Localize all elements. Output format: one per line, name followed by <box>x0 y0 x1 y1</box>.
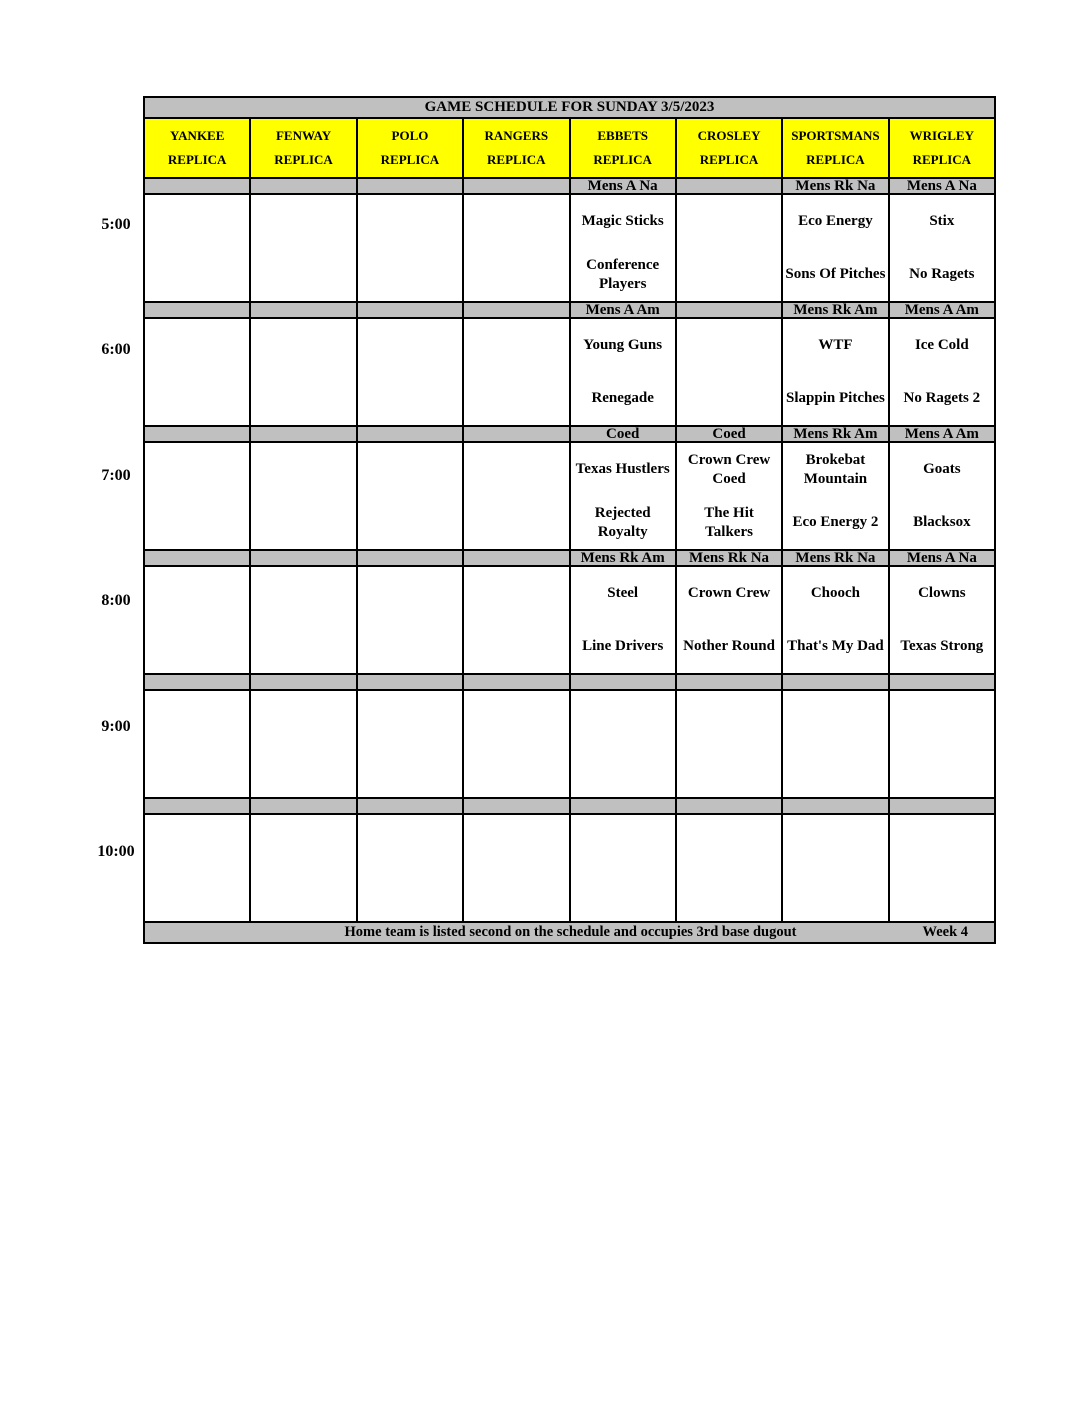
time-label: 9:00 <box>101 718 131 735</box>
home-team <box>783 744 887 797</box>
away-team: Chooch <box>810 585 861 601</box>
field-name: CROSLEY <box>697 128 761 143</box>
game-cell <box>144 442 250 550</box>
title-row <box>144 97 995 118</box>
game-cell <box>676 194 782 302</box>
division-label <box>463 798 569 814</box>
time-label: 6:00 <box>101 341 131 358</box>
away-team <box>358 443 462 496</box>
field-header <box>463 118 569 178</box>
away-team <box>464 195 568 248</box>
division-label <box>144 426 250 442</box>
game-cell <box>676 318 782 426</box>
home-team <box>358 868 462 921</box>
home-team: Sons Of Pitches <box>785 266 886 282</box>
away-team: Clowns <box>918 585 966 601</box>
game-row <box>144 690 995 798</box>
home-team <box>890 868 994 921</box>
away-team: Crown Crew Coed <box>687 451 771 487</box>
home-team <box>251 620 355 673</box>
away-team <box>145 815 249 868</box>
field-header <box>570 118 676 178</box>
home-team: Nother Round <box>683 638 775 654</box>
game-cell <box>782 814 888 922</box>
game-cell <box>782 566 888 674</box>
division-label <box>570 674 676 690</box>
home-team <box>677 248 781 301</box>
game-cell <box>782 194 888 302</box>
game-row <box>144 442 995 550</box>
field-subtitle: REPLICA <box>806 152 865 167</box>
home-team <box>571 744 675 797</box>
division-label <box>676 302 782 318</box>
division-label: Mens A Am <box>570 302 676 318</box>
home-team: Eco Energy 2 <box>792 514 879 530</box>
game-row <box>144 318 995 426</box>
home-team <box>145 496 249 549</box>
home-team <box>145 372 249 425</box>
field-name: SPORTSMANS <box>791 128 880 143</box>
time-label: 10:00 <box>97 843 135 860</box>
away-team <box>358 815 462 868</box>
division-label <box>144 798 250 814</box>
division-label <box>463 178 569 194</box>
home-team <box>358 372 462 425</box>
division-label: Mens Rk Am <box>782 302 888 318</box>
field-name: EBBETS <box>597 128 648 143</box>
game-cell <box>250 690 356 798</box>
game-cell <box>357 690 463 798</box>
home-team <box>464 868 568 921</box>
division-label <box>463 426 569 442</box>
away-team <box>464 691 568 744</box>
week-label: Week 4 <box>922 924 969 940</box>
game-cell <box>463 442 569 550</box>
division-label: Mens Rk Am <box>570 550 676 566</box>
away-team: Texas Hustlers <box>575 461 670 477</box>
away-team <box>251 691 355 744</box>
away-team <box>145 443 249 496</box>
division-label: Mens Rk Na <box>782 178 888 194</box>
home-team <box>145 868 249 921</box>
footer-cell <box>144 922 995 943</box>
home-team <box>464 248 568 301</box>
division-label <box>782 798 888 814</box>
division-label <box>357 674 463 690</box>
division-label <box>889 798 995 814</box>
field-header <box>889 118 995 178</box>
field-subtitle: REPLICA <box>487 152 546 167</box>
away-team <box>783 815 887 868</box>
division-label <box>676 674 782 690</box>
home-team: Renegade <box>591 390 654 406</box>
game-cell <box>357 814 463 922</box>
home-team <box>677 372 781 425</box>
home-team <box>358 620 462 673</box>
division-label <box>357 798 463 814</box>
division-label <box>782 674 888 690</box>
game-cell <box>357 318 463 426</box>
field-name: RANGERS <box>484 128 549 143</box>
division-label: Mens Rk Na <box>782 550 888 566</box>
game-cell <box>357 442 463 550</box>
game-row <box>144 814 995 922</box>
division-label <box>463 674 569 690</box>
division-label <box>570 798 676 814</box>
game-cell <box>463 194 569 302</box>
home-team <box>677 868 781 921</box>
game-cell <box>782 690 888 798</box>
home-team <box>464 620 568 673</box>
division-label <box>357 426 463 442</box>
division-label <box>250 426 356 442</box>
away-team <box>145 691 249 744</box>
away-team <box>890 815 994 868</box>
division-label <box>144 674 250 690</box>
field-name: YANKEE <box>169 128 225 143</box>
division-label: Mens A Am <box>889 426 995 442</box>
home-team: Slappin Pitches <box>786 390 885 406</box>
schedule-title: GAME SCHEDULE FOR SUNDAY 3/5/2023 <box>144 97 995 118</box>
game-cell <box>889 814 995 922</box>
game-cell <box>463 566 569 674</box>
away-team <box>783 691 887 744</box>
home-team: Conference Players <box>586 256 660 292</box>
footer-row <box>144 922 995 943</box>
field-header-row <box>144 118 995 178</box>
home-team <box>251 372 355 425</box>
away-team <box>145 567 249 620</box>
home-team <box>677 744 781 797</box>
away-team: Ice Cold <box>914 337 969 353</box>
game-row <box>144 194 995 302</box>
division-row <box>144 798 995 814</box>
division-label <box>250 550 356 566</box>
home-team <box>464 744 568 797</box>
division-label <box>676 798 782 814</box>
field-header <box>782 118 888 178</box>
away-team: Brokebat Mountain <box>803 451 868 487</box>
game-cell <box>250 194 356 302</box>
game-cell <box>570 566 676 674</box>
away-team: Goats <box>923 461 961 477</box>
game-cell <box>250 814 356 922</box>
home-team <box>145 744 249 797</box>
division-row <box>144 178 995 194</box>
division-label <box>463 302 569 318</box>
time-label: 5:00 <box>101 216 131 233</box>
field-subtitle: REPLICA <box>593 152 652 167</box>
game-cell <box>144 194 250 302</box>
division-row <box>144 674 995 690</box>
division-label <box>250 674 356 690</box>
game-cell <box>463 690 569 798</box>
away-team <box>358 195 462 248</box>
division-label: Mens Rk Am <box>782 426 888 442</box>
field-subtitle: REPLICA <box>380 152 440 167</box>
game-cell <box>676 442 782 550</box>
away-team: Magic Sticks <box>581 213 664 229</box>
away-team <box>677 195 781 248</box>
away-team <box>677 815 781 868</box>
home-team <box>571 868 675 921</box>
away-team <box>464 443 568 496</box>
game-cell <box>676 814 782 922</box>
game-cell <box>250 442 356 550</box>
division-label: Mens Rk Na <box>676 550 782 566</box>
home-team: Blacksox <box>913 514 971 530</box>
home-team <box>251 248 355 301</box>
division-label: Mens A Na <box>889 178 995 194</box>
home-team <box>251 744 355 797</box>
schedule-table <box>143 96 996 944</box>
field-name: FENWAY <box>275 128 332 143</box>
away-team: Steel <box>607 585 639 601</box>
division-label <box>676 178 782 194</box>
game-cell <box>889 194 995 302</box>
home-team <box>464 496 568 549</box>
game-cell <box>250 566 356 674</box>
home-team: The Hit Talkers <box>704 504 754 540</box>
away-team: Stix <box>929 213 955 229</box>
game-cell <box>889 442 995 550</box>
field-subtitle: REPLICA <box>699 152 759 167</box>
division-label <box>144 178 250 194</box>
home-team <box>358 744 462 797</box>
home-team <box>358 496 462 549</box>
field-subtitle: REPLICA <box>167 152 227 167</box>
game-cell <box>782 442 888 550</box>
home-team: Rejected Royalty <box>594 504 651 540</box>
field-header <box>676 118 782 178</box>
home-team <box>464 372 568 425</box>
home-team <box>783 868 887 921</box>
division-label: Mens A Na <box>889 550 995 566</box>
home-team <box>145 620 249 673</box>
home-team: No Ragets <box>909 266 975 282</box>
away-team <box>890 691 994 744</box>
game-cell <box>676 690 782 798</box>
division-row <box>144 550 995 566</box>
division-label <box>463 550 569 566</box>
away-team <box>251 195 355 248</box>
away-team <box>464 319 568 372</box>
home-team <box>251 496 355 549</box>
game-cell <box>570 442 676 550</box>
game-cell <box>570 318 676 426</box>
game-cell <box>570 690 676 798</box>
home-team <box>890 744 994 797</box>
game-cell <box>250 318 356 426</box>
division-label <box>889 674 995 690</box>
away-team <box>251 319 355 372</box>
time-label: 8:00 <box>101 592 131 609</box>
game-cell <box>570 814 676 922</box>
field-name: WRIGLEY <box>909 128 974 143</box>
field-header <box>144 118 250 178</box>
division-label <box>357 178 463 194</box>
division-label: Mens A Na <box>570 178 676 194</box>
away-team <box>464 815 568 868</box>
field-name: POLO <box>391 128 429 143</box>
away-team: Young Guns <box>583 337 663 353</box>
division-label: Coed <box>570 426 676 442</box>
division-label: Coed <box>676 426 782 442</box>
away-team: Crown Crew <box>687 585 771 601</box>
game-cell <box>570 194 676 302</box>
game-cell <box>782 318 888 426</box>
home-team: No Ragets 2 <box>903 390 981 406</box>
away-team: Eco Energy <box>798 213 873 229</box>
game-cell <box>889 566 995 674</box>
time-label: 7:00 <box>101 467 131 484</box>
division-row <box>144 426 995 442</box>
game-cell <box>889 318 995 426</box>
division-label <box>357 550 463 566</box>
game-cell <box>889 690 995 798</box>
division-label: Mens A Am <box>889 302 995 318</box>
away-team <box>145 195 249 248</box>
away-team <box>464 567 568 620</box>
division-label <box>144 550 250 566</box>
away-team <box>677 691 781 744</box>
home-team <box>358 248 462 301</box>
away-team <box>358 319 462 372</box>
away-team <box>358 567 462 620</box>
game-cell <box>357 194 463 302</box>
away-team <box>358 691 462 744</box>
away-team <box>571 691 675 744</box>
game-cell <box>144 318 250 426</box>
away-team <box>571 815 675 868</box>
field-subtitle: REPLICA <box>274 152 333 167</box>
division-row <box>144 302 995 318</box>
division-label <box>250 798 356 814</box>
game-cell <box>463 814 569 922</box>
home-team <box>251 868 355 921</box>
division-label <box>144 302 250 318</box>
game-row <box>144 566 995 674</box>
field-header <box>250 118 356 178</box>
home-team <box>145 248 249 301</box>
game-cell <box>463 318 569 426</box>
away-team: WTF <box>818 337 853 353</box>
away-team <box>251 567 355 620</box>
field-header <box>357 118 463 178</box>
away-team <box>251 815 355 868</box>
game-cell <box>144 814 250 922</box>
home-team: Texas Strong <box>900 638 984 654</box>
game-cell <box>144 566 250 674</box>
home-team: That's My Dad <box>787 638 884 654</box>
home-team: Line Drivers <box>582 638 664 654</box>
division-label <box>250 178 356 194</box>
footer-note: Home team is listed second on the schedule and occupies 3rd base dugout <box>344 924 797 940</box>
field-subtitle: REPLICA <box>912 152 972 167</box>
game-cell <box>144 690 250 798</box>
game-cell <box>357 566 463 674</box>
division-label <box>250 302 356 318</box>
away-team <box>677 319 781 372</box>
away-team <box>145 319 249 372</box>
game-cell <box>676 566 782 674</box>
division-label <box>357 302 463 318</box>
away-team <box>251 443 355 496</box>
